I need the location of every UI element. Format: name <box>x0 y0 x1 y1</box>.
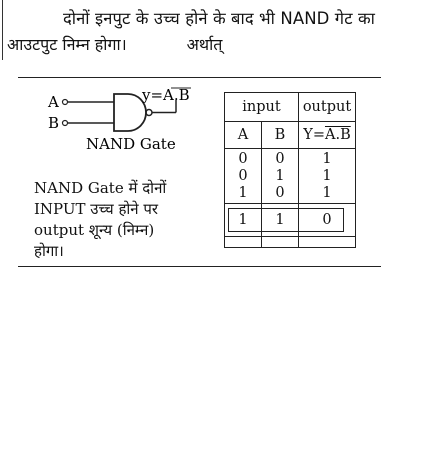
highlight-box <box>228 208 344 232</box>
table-cell: 1 <box>322 168 332 184</box>
nand-description <box>34 178 204 262</box>
nand-figure <box>18 77 381 267</box>
table-cell: 0 <box>238 151 248 167</box>
input-a-label: A <box>48 93 59 111</box>
table-cell: 0 <box>275 185 285 201</box>
table-cell: 1 <box>322 151 332 167</box>
input-b-label: B <box>48 114 60 132</box>
col-y-prefix: Y= <box>303 127 325 143</box>
table-spacer <box>262 237 299 248</box>
intro-paragraph <box>2 0 427 60</box>
highlight-a: 1 <box>225 204 262 237</box>
col-y-header <box>299 122 356 149</box>
description-line: output शून्य (निम्न) <box>34 221 155 239</box>
highlight-y: 0 <box>299 204 356 237</box>
gate-name-label: NAND Gate <box>86 135 176 153</box>
col-y-expr: A.B <box>324 127 351 143</box>
input-a-terminal <box>63 100 68 105</box>
intro-line-1: दोनों इनपुट के उच्च होने के बाद भी NAND गेट का <box>63 9 375 28</box>
nand-gate-diagram <box>18 78 218 168</box>
col-b-values <box>262 149 299 204</box>
input-b-terminal <box>63 121 68 126</box>
table-spacer <box>225 237 262 248</box>
table-cell: 1 <box>322 185 332 201</box>
col-a-header: A <box>225 122 262 149</box>
col-b-header: B <box>262 122 299 149</box>
header-output: output <box>299 93 356 122</box>
header-input: input <box>225 93 299 122</box>
description-line: होगा। <box>34 242 64 260</box>
table-cell: 1 <box>275 168 285 184</box>
description-line: NAND Gate में दोनों <box>34 179 167 197</box>
highlight-b: 1 <box>262 204 299 237</box>
output-expression: y=A.B <box>142 86 190 104</box>
col-a-values <box>225 149 262 204</box>
table-cell: 0 <box>275 151 285 167</box>
intro-line-2-end: अर्थात् <box>186 35 223 54</box>
table-cell: 0 <box>238 168 248 184</box>
intro-line-2 <box>7 33 222 55</box>
table-spacer <box>299 237 356 248</box>
table-cell: 1 <box>238 185 248 201</box>
description-line: INPUT उच्च होने पर <box>34 200 159 218</box>
col-y-values <box>299 149 356 204</box>
intro-line-2-start: आउटपुट निम्न होगा। <box>7 35 127 54</box>
